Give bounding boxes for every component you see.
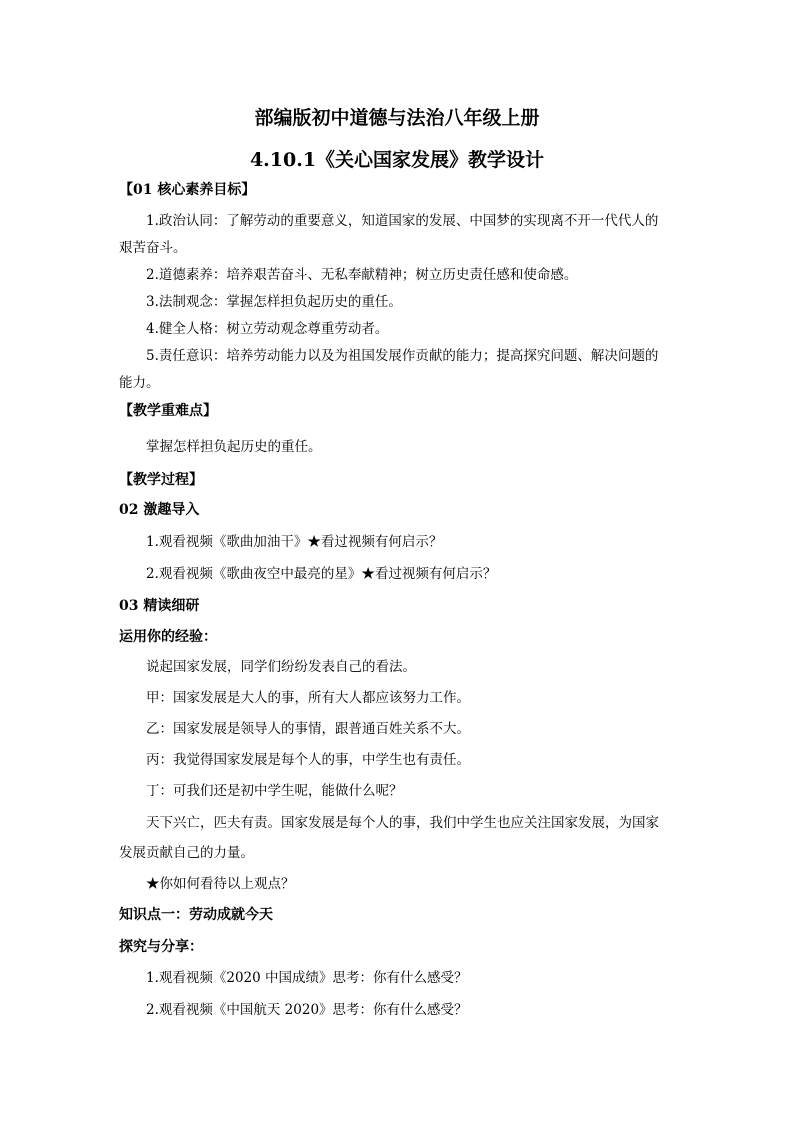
- reading-line: 丙：我觉得国家发展是每个人的事，中学生也有责任。: [146, 752, 470, 768]
- reading-line: 说起国家发展，同学们纷纷发表自己的看法。: [146, 659, 416, 675]
- reading-subheading: 运用你的经验：: [119, 629, 217, 645]
- document-title: 部编版初中道德与法治八年级上册: [254, 107, 540, 129]
- reading-line: 甲：国家发展是大人的事，所有大人都应该努力工作。: [146, 690, 470, 706]
- intro-item: 1.观看视频《歌曲加油干》★看过视频有何启示？: [146, 534, 443, 550]
- reading-heading: 03 精读细研: [119, 598, 200, 614]
- reading-line: 发展贡献自己的力量。: [119, 845, 254, 861]
- process-heading: 【教学过程】: [119, 472, 203, 488]
- core-goal-item: 能力。: [119, 375, 160, 391]
- reading-line: 乙：国家发展是领导人的事情，跟普通百姓关系不大。: [146, 721, 470, 737]
- key-points-text: 掌握怎样担负起历史的重任。: [146, 439, 322, 455]
- core-goal-item: 3.法制观念：掌握怎样担负起历史的重任。: [146, 294, 402, 310]
- core-goal-item: 1.政治认同：了解劳动的重要意义，知道国家的发展、中国梦的实现离不开一代代人的: [146, 213, 659, 229]
- knowledge1-heading: 知识点一：劳动成就今天: [119, 907, 273, 923]
- core-goal-item: 2.道德素养：培养艰苦奋斗、无私奉献精神；树立历史责任感和使命感。: [146, 267, 578, 283]
- key-points-heading: 【教学重难点】: [119, 403, 217, 419]
- intro-item: 2.观看视频《歌曲夜空中最亮的星》★看过视频有何启示？: [146, 566, 497, 582]
- knowledge1-item: 2.观看视频《中国航天 2020》思考：你有什么感受？: [146, 1002, 468, 1018]
- document-subtitle: 4.10.1《关心国家发展》教学设计: [249, 149, 545, 171]
- reading-line: 天下兴亡，匹夫有责。国家发展是每个人的事，我们中学生也应关注国家发展，为国家: [146, 815, 659, 831]
- knowledge1-item: 1.观看视频《2020 中国成绩》思考：你有什么感受？: [146, 970, 468, 986]
- reading-line: 丁：可我们还是初中学生呢，能做什么呢？: [146, 783, 403, 799]
- core-goal-item: 5.责任意识：培养劳动能力以及为祖国发展作贡献的能力；提高探究问题、解决问题的: [146, 348, 659, 364]
- core-goals-heading: 【01 核心素养目标】: [119, 182, 256, 198]
- core-goal-item: 艰苦奋斗。: [119, 240, 187, 256]
- knowledge1-subheading: 探究与分享：: [119, 939, 203, 955]
- core-goal-item: 4.健全人格：树立劳动观念尊重劳动者。: [146, 321, 389, 337]
- reading-line: ★你如何看待以上观点？: [146, 876, 295, 892]
- intro-heading: 02 激趣导入: [119, 502, 200, 518]
